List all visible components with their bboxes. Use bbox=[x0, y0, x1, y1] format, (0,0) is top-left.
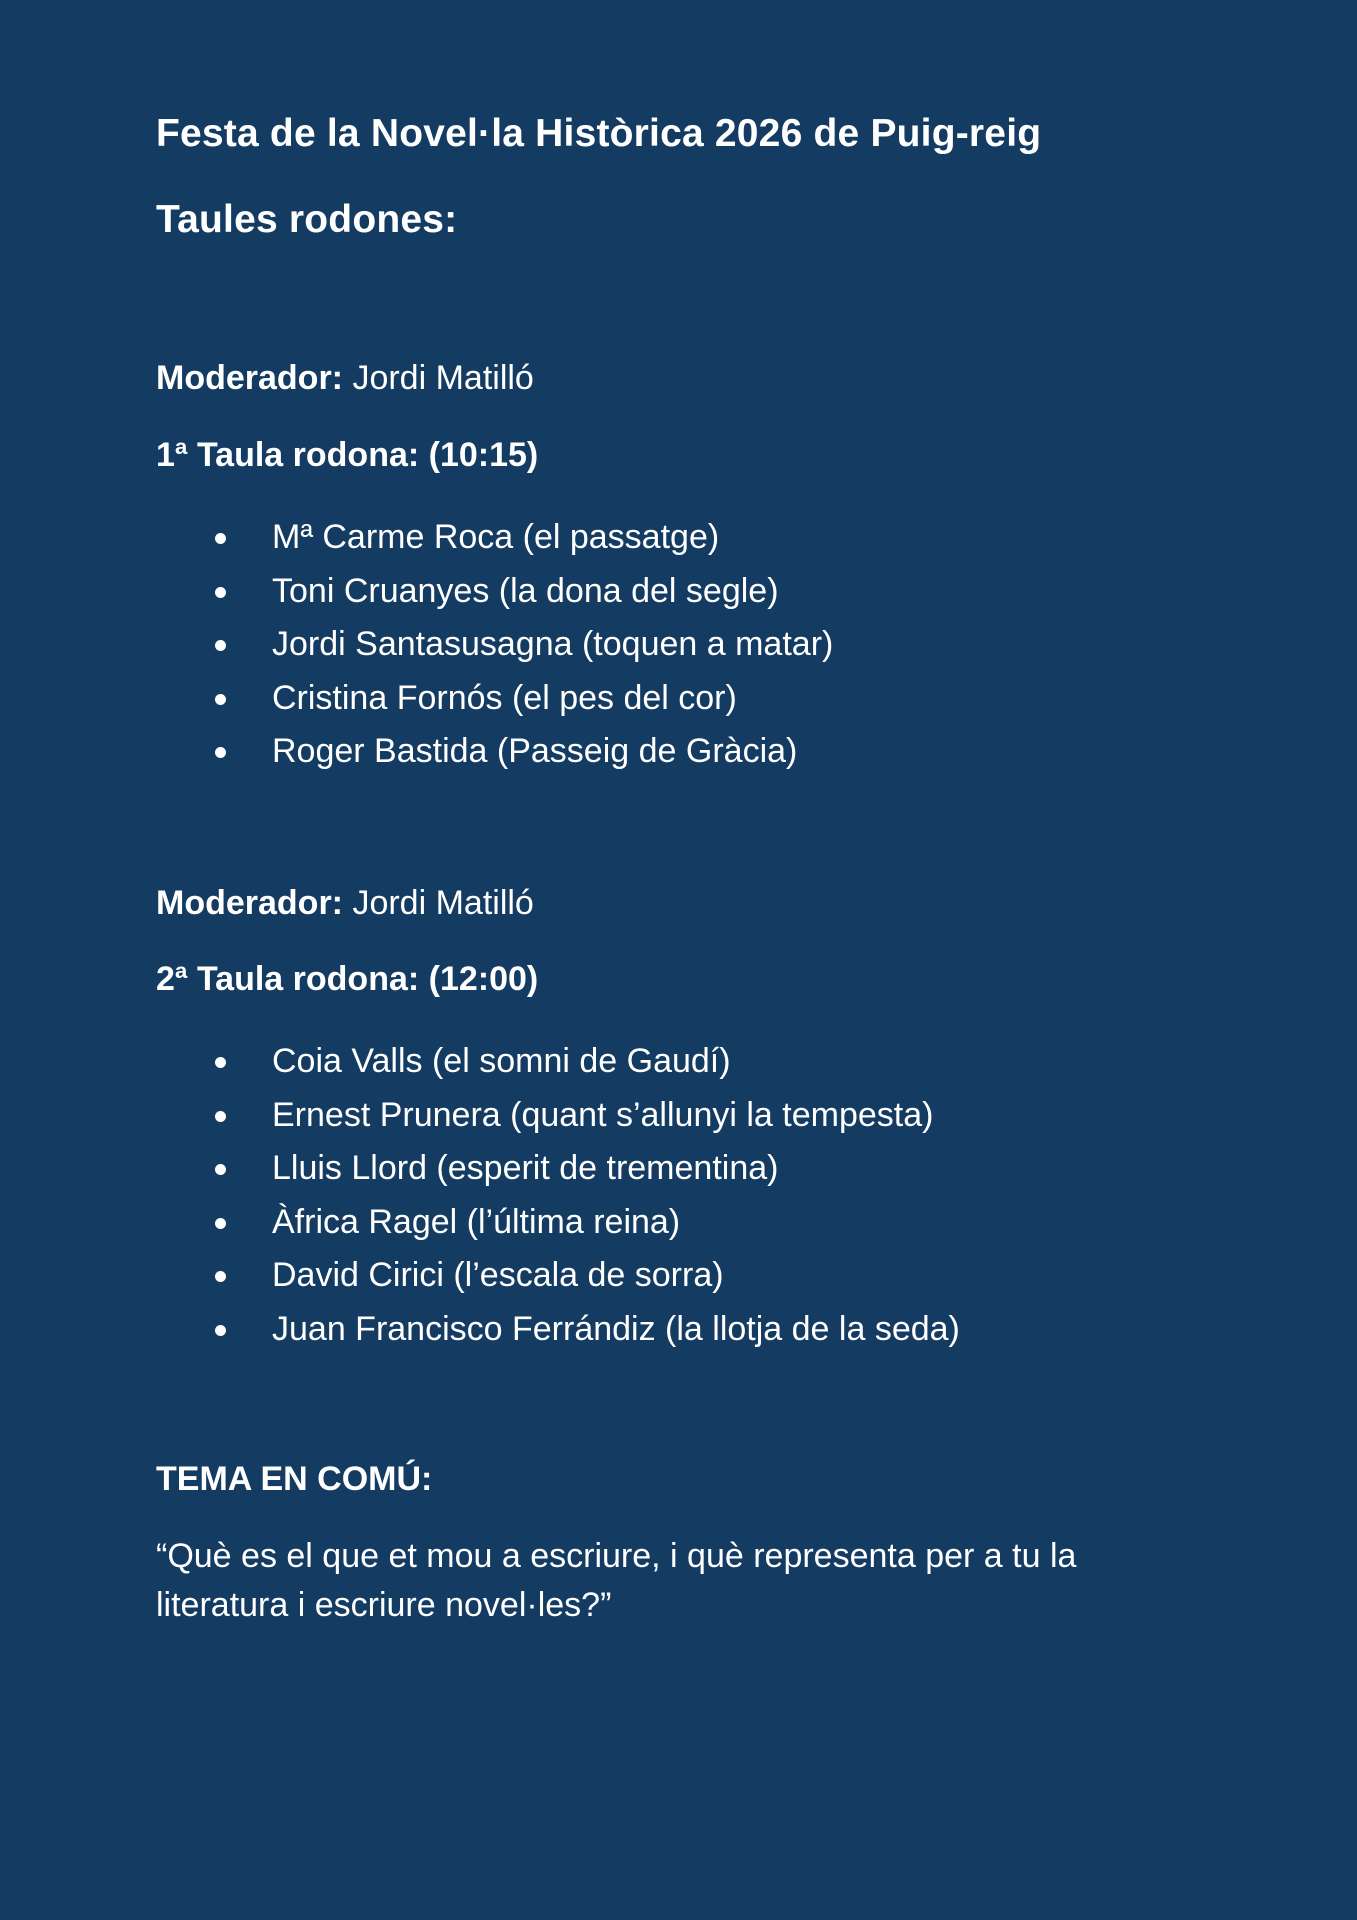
moderator-name: Jordi Matilló bbox=[343, 884, 534, 922]
round-table-1-participants bbox=[156, 511, 833, 779]
list-item bbox=[156, 1142, 960, 1196]
list-item bbox=[156, 618, 833, 672]
list-item bbox=[156, 1089, 960, 1143]
participant-text: David Cirici (l’escala de sorra) bbox=[272, 1256, 724, 1295]
round-table-2-participants bbox=[156, 1035, 960, 1357]
bullet-icon bbox=[215, 1111, 226, 1122]
moderator-name: Jordi Matilló bbox=[343, 359, 534, 397]
list-item bbox=[156, 1249, 960, 1303]
bullet-icon bbox=[215, 587, 226, 598]
round-table-1-title: 1ª Taula rodona: (10:15) bbox=[156, 436, 539, 474]
moderator-line-1 bbox=[156, 359, 534, 398]
bullet-icon bbox=[215, 533, 226, 544]
participant-text: Coia Valls (el somni de Gaudí) bbox=[272, 1042, 731, 1080]
round-table-2-title: 2ª Taula rodona: (12:00) bbox=[156, 960, 539, 998]
bullet-icon bbox=[215, 640, 226, 651]
bullet-icon bbox=[215, 1218, 226, 1229]
participant-text: Roger Bastida (Passeig de Gràcia) bbox=[272, 732, 798, 771]
list-item bbox=[156, 1196, 960, 1250]
bullet-icon bbox=[215, 1271, 226, 1282]
common-theme-quote: “Què es el que et mou a escriure, i què representa per a tu la literatura i escriure novel·les?” bbox=[156, 1537, 1077, 1624]
list-item bbox=[156, 511, 833, 565]
bullet-icon bbox=[215, 1057, 226, 1068]
participant-text: Lluis Llord (esperit de trementina) bbox=[272, 1149, 779, 1188]
bullet-icon bbox=[215, 1325, 226, 1336]
list-item bbox=[156, 725, 833, 779]
bullet-icon bbox=[215, 747, 226, 758]
moderator-label: Moderador: bbox=[156, 884, 343, 922]
page-title: Festa de la Novel·la Històrica 2026 de Puig-reig bbox=[156, 112, 1042, 155]
participant-text: Mª Carme Roca (el passatge) bbox=[272, 518, 720, 556]
participant-text: Jordi Santasusagna (toquen a matar) bbox=[272, 625, 834, 664]
list-item bbox=[156, 1303, 960, 1357]
participant-text: Ernest Prunera (quant s’allunyi la tempesta) bbox=[272, 1095, 934, 1134]
list-item bbox=[156, 1035, 960, 1089]
participant-text: Juan Francisco Ferrándiz (la llotja de la seda) bbox=[272, 1309, 960, 1348]
list-item bbox=[156, 565, 833, 619]
participant-text: Cristina Fornós (el pes del cor) bbox=[272, 678, 737, 717]
moderator-line-2 bbox=[156, 884, 534, 923]
moderator-label: Moderador: bbox=[156, 359, 343, 397]
list-item bbox=[156, 672, 833, 726]
participant-text: Àfrica Ragel (l’última reina) bbox=[272, 1202, 681, 1241]
participant-text: Toni Cruanyes (la dona del segle) bbox=[272, 571, 779, 610]
bullet-icon bbox=[215, 1164, 226, 1175]
page-subtitle: Taules rodones: bbox=[156, 198, 458, 241]
bullet-icon bbox=[215, 694, 226, 705]
common-theme-heading: TEMA EN COMÚ: bbox=[156, 1460, 433, 1498]
